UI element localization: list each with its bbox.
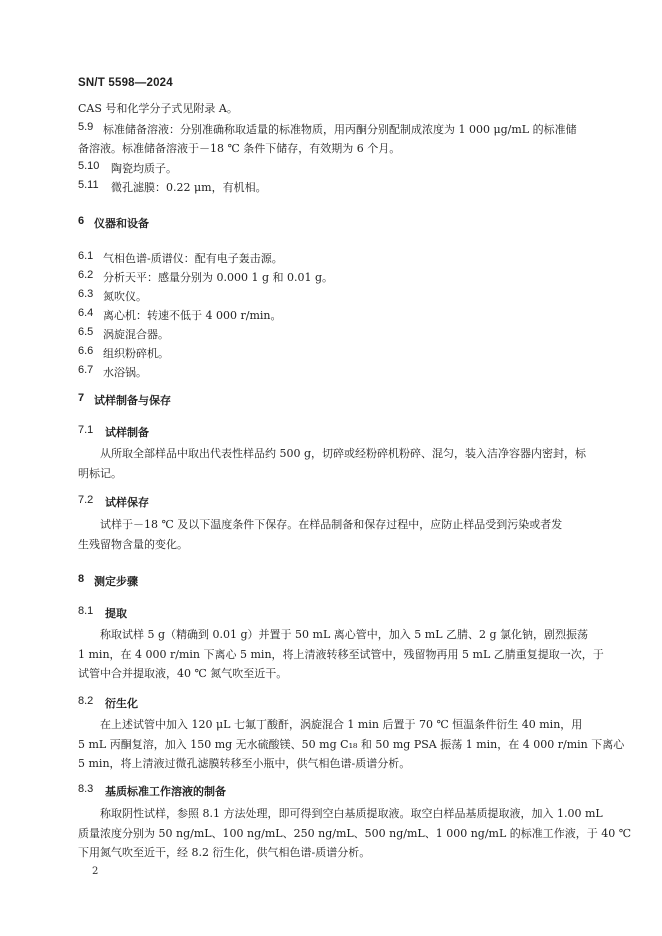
subsection-title: 基质标准工作溶液的制备: [105, 786, 226, 798]
subsection-title: 衍生化: [105, 698, 138, 710]
paragraph-line: 1 min，在 4 000 r/min 下离心 5 min，将上清液转移至试管中，残留物再用 5 mL 乙腈重复提取一次，于: [78, 647, 604, 661]
clause-text-line: 氮吹仪。: [103, 290, 147, 303]
clause-number: 5.11: [78, 179, 99, 191]
section-number: 8: [78, 573, 85, 585]
paragraph-line: 称取阴性试样，参照 8.1 方法处理，即可得到空白基质提取液。取空白样品基质提取液，加入 1.00 mL: [100, 807, 603, 820]
paragraph-7-2: [78, 515, 588, 554]
standard-code: SN/T 5598—2024: [78, 77, 173, 89]
paragraph-line: 从所取全部样品中取出代表性样品约 500 g，切碎或经粉碎机粉碎、混匀，装入洁净容器内密封，标: [100, 447, 587, 460]
clause-text-line: 标准储备溶液：分别准确称取适量的标准物质，用丙酮分别配制成浓度为 1 000 μg/mL 的标准储: [103, 123, 577, 136]
clause-text-line: 涡旋混合器。: [103, 328, 169, 341]
page-number: 2: [92, 866, 99, 877]
paragraph-line: 5 min，将上清液过微孔滤膜转移至小瓶中，供气相色谱-质谱分析。: [78, 757, 411, 770]
paragraph-line: 质量浓度分别为 50 ng/mL、100 ng/mL、250 ng/mL、500 ng/mL、1 000 ng/mL 的标准工作液，于 40 ℃: [78, 826, 632, 840]
subsection-number: 7.2: [78, 494, 94, 506]
paragraph-8-1: [78, 625, 604, 684]
clause-text-line: 水浴锅。: [103, 366, 147, 379]
clause-text-line: 备溶液。标准储备溶液于－18 ℃ 条件下储存，有效期为 6 个月。: [78, 142, 401, 155]
paragraph-line: 下用氮气吹至近干，经 8.2 衍生化，供气相色谱-质谱分析。: [78, 846, 371, 859]
intro-line: CAS 号和化学分子式见附录 A。: [78, 102, 238, 115]
paragraph-line: 明标记。: [78, 466, 122, 480]
clause-text-line: 分析天平：感量分别为 0.000 1 g 和 0.01 g。: [103, 271, 334, 284]
subsection-number: 8.1: [78, 605, 94, 617]
subsection-number: 7.1: [78, 424, 94, 436]
section-title: 试样制备与保存: [94, 395, 171, 407]
paragraph-line: 在上述试管中加入 120 μL 七氟丁酸酐，涡旋混合 1 min 后置于 70 ℃ 恒温条件衍生 40 min，用: [100, 718, 583, 731]
clause-number: 6.3: [78, 288, 94, 300]
paragraph-line: 生残留物含量的变化。: [78, 537, 188, 551]
paragraph-8-3: [78, 804, 632, 863]
clause-text-line: 气相色谱-质谱仪：配有电子轰击源。: [103, 252, 283, 265]
clause-number: 6.7: [78, 364, 94, 376]
subsection-number: 8.2: [78, 695, 94, 707]
subsection-title: 试样保存: [105, 497, 149, 509]
paragraph-line: 试管中合并提取液，40 ℃ 氮气吹至近干。: [78, 667, 288, 680]
clause-number: 6.2: [78, 269, 94, 281]
clause-text-line: 离心机：转速不低于 4 000 r/min。: [103, 309, 282, 322]
clause-number: 6.6: [78, 345, 94, 357]
clause-number: 6.1: [78, 250, 94, 262]
clause-number: 5.10: [78, 160, 100, 172]
section-number: 6: [78, 215, 85, 227]
clause-number: 6.4: [78, 307, 94, 319]
clause-text-line: 组织粉碎机。: [103, 347, 169, 360]
clause-number: 6.5: [78, 326, 94, 338]
subsection-title: 试样制备: [105, 427, 149, 439]
section-title: 仪器和设备: [94, 218, 149, 230]
subsection-number: 8.3: [78, 783, 94, 795]
section-title: 测定步骤: [94, 576, 138, 588]
paragraph-line: 称取试样 5 g（精确到 0.01 g）并置于 50 mL 离心管中，加入 5 mL 乙腈、2 g 氯化钠，剧烈振荡: [100, 628, 589, 641]
paragraph-line: 试样于－18 ℃ 及以下温度条件下保存。在样品制备和保存过程中，应防止样品受到污染或者发: [100, 518, 563, 531]
clause-text-line: 微孔滤膜：0.22 μm，有机相。: [111, 181, 267, 194]
paragraph-line: 5 mL 丙酮复溶，加入 150 mg 无水硫酸镁、50 mg C₁₈ 和 50 mg PSA 振荡 1 min，在 4 000 r/min 下离心: [78, 737, 625, 751]
subsection-title: 提取: [105, 608, 127, 620]
clause-number: 5.9: [78, 121, 94, 133]
paragraph-8-2: [78, 715, 625, 774]
paragraph-7-1: [78, 444, 588, 483]
clause-text-line: 陶瓷均质子。: [111, 162, 177, 175]
section-number: 7: [78, 392, 85, 404]
